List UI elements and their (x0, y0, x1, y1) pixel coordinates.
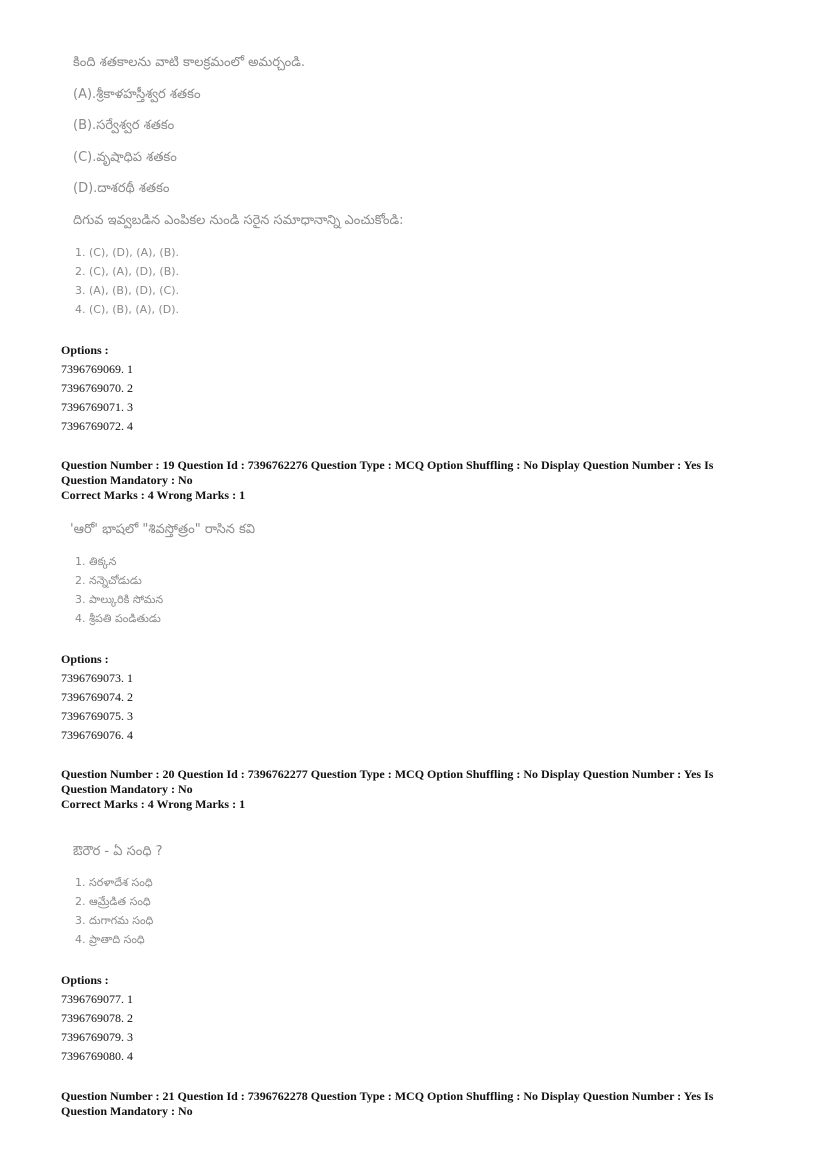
question-item: (C).వృషాధిప శతకం (73, 150, 177, 165)
question-meta-line: Question Number : 20 Question Id : 7396762277 Question Type : MCQ Option Shuffling : No Display Question Number : Yes Is (61, 767, 714, 781)
question-instruction: దిగువ ఇవ్వబడిన ఎంపికల నుండి సరైన సమాధానాన్ని ఎంచుకోండి: (73, 213, 404, 228)
answer-choice: 3. పాల్కురికి సోమన (75, 593, 164, 606)
question-meta-line: Question Mandatory : No (61, 473, 193, 487)
answer-choice: 2. నన్నెచోడుడు (75, 574, 142, 587)
option-id: 7396769073. 1 (61, 671, 133, 685)
question-meta (61, 767, 751, 812)
option-id: 7396769072. 4 (61, 419, 133, 433)
question-meta-line: Question Mandatory : No (61, 1104, 193, 1118)
answer-choice: 4. ప్రాతాది సంధి (75, 933, 145, 946)
option-id: 7396769071. 3 (61, 400, 133, 414)
question-stem: ఔరౌర - ఏ సంధి ? (73, 844, 163, 859)
question-stem: కింది శతకాలను వాటి కాలక్రమంలో అమర్చండి. (73, 55, 305, 70)
option-id: 7396769080. 4 (61, 1049, 133, 1063)
answer-choice: 3. దుగాగమ సంధి (75, 914, 154, 927)
option-id: 7396769069. 1 (61, 362, 133, 376)
options-label: Options : (61, 652, 109, 666)
option-id: 7396769077. 1 (61, 992, 133, 1006)
options-label: Options : (61, 973, 109, 987)
option-id: 7396769076. 4 (61, 728, 133, 742)
option-id: 7396769070. 2 (61, 381, 133, 395)
options-block (61, 652, 133, 743)
option-id: 7396769078. 2 (61, 1011, 133, 1025)
question-meta (61, 1089, 751, 1119)
question-item: (D).దాశరథీ శతకం (73, 181, 170, 196)
answer-choice: 3. (A), (B), (D), (C). (75, 284, 180, 297)
answer-choice: 4. శ్రీపతి పండితుడు (75, 612, 161, 625)
question-meta-line: Question Number : 21 Question Id : 7396762278 Question Type : MCQ Option Shuffling : No Display Question Number : Yes Is (61, 1089, 714, 1103)
option-id: 7396769074. 2 (61, 690, 133, 704)
question-meta-line: Question Number : 19 Question Id : 7396762276 Question Type : MCQ Option Shuffling : No Display Question Number : Yes Is (61, 458, 714, 472)
question-item: (A).శ్రీకాళహస్తీశ్వర శతకం (73, 87, 201, 102)
answer-choice: 4. (C), (B), (A), (D). (75, 303, 180, 316)
question-item: (B).సర్వేశ్వర శతకం (73, 118, 175, 133)
answer-choice: 1. సరళాదేశ సంధి (75, 876, 153, 889)
question-meta-line: Question Mandatory : No (61, 782, 193, 796)
answer-choice: 1. (C), (D), (A), (B). (75, 246, 180, 259)
answer-choice: 2. (C), (A), (D), (B). (75, 265, 180, 278)
option-id: 7396769075. 3 (61, 709, 133, 723)
options-block (61, 343, 133, 434)
options-label: Options : (61, 343, 109, 357)
marks-line: Correct Marks : 4 Wrong Marks : 1 (61, 488, 246, 502)
question-stem: 'ఆరో' భాషలో "శివస్తోత్రం" రాసిన కవి (70, 522, 256, 537)
answer-choice: 1. తిక్కన (75, 555, 117, 568)
marks-line: Correct Marks : 4 Wrong Marks : 1 (61, 797, 246, 811)
answer-choice: 2. ఆమ్రేడిత సంధి (75, 895, 151, 908)
options-block (61, 973, 133, 1064)
option-id: 7396769079. 3 (61, 1030, 133, 1044)
question-meta (61, 458, 751, 503)
